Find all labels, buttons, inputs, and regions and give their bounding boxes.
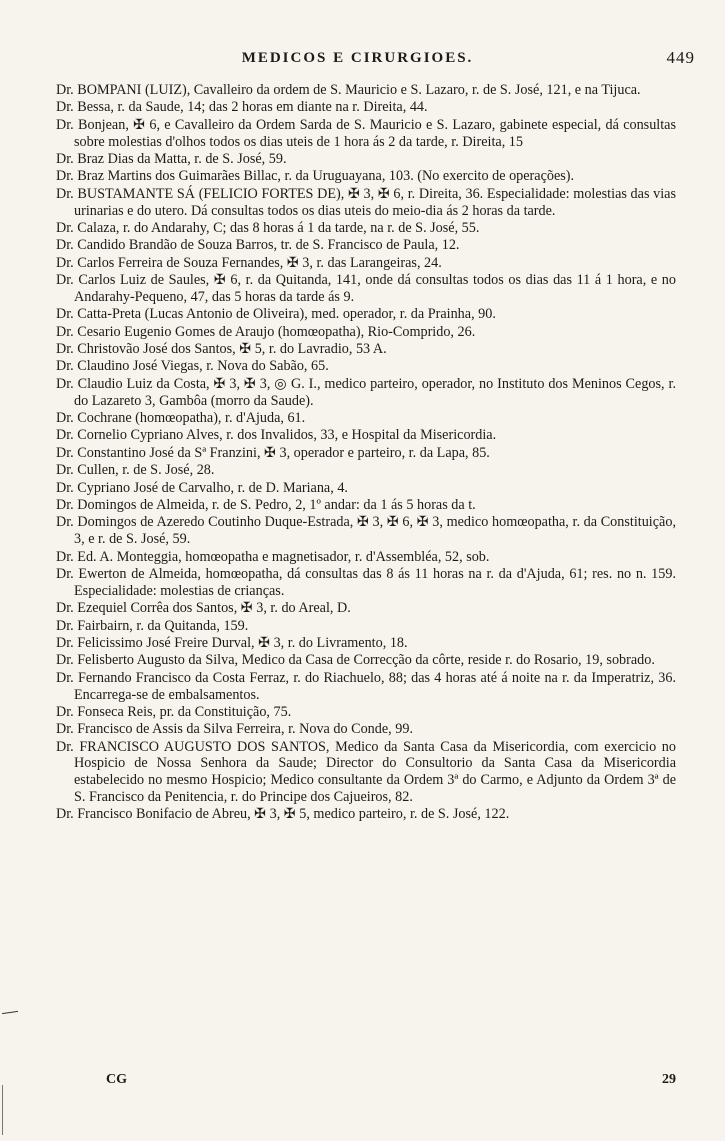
directory-entry: Dr. FRANCISCO AUGUSTO DOS SANTOS, Medico da Santa Casa da Misericordia, com exercicio no Hospicio de Nossa Senhora da Saude; Director do Consultorio da Santa Casa da Misericordia estabelecido no mesmo Hospicio; Medico consultante da Ordem 3ª do Carmo, e Adjunto da Ordem 3ª de S. Francisco da Penitencia, r. do Principe dos Cajueiros, 82.	[56, 738, 676, 806]
directory-entry: Dr. Bessa, r. da Saude, 14; das 2 horas em diante na r. Direita, 44.	[56, 99, 428, 116]
directory-entry: Dr. BUSTAMANTE SÁ (FELICIO FORTES DE), ✠ 3, ✠ 6, r. Direita, 36. Especialidade: molestias das vias urinarias e do utero. Dá consultas todos os dias uteis do meio-dia ás 2 horas da tarde.	[56, 185, 676, 219]
directory-entry: Dr. Carlos Luiz de Saules, ✠ 6, r. da Quitanda, 141, onde dá consultas todos os dias das 11 á 1 hora, e no Andarahy-Pequeno, 47, das 5 horas da tarde ás 9.	[56, 272, 676, 305]
directory-entry: Dr. Ezequiel Corrêa dos Santos, ✠ 3, r. do Areal, D.	[56, 600, 351, 617]
directory-entries	[56, 82, 676, 824]
directory-entry: Dr. Cullen, r. de S. José, 28.	[56, 462, 215, 479]
directory-entry: Dr. Domingos de Almeida, r. de S. Pedro, 2, 1º andar: da 1 ás 5 horas da t.	[56, 497, 476, 513]
directory-entry: Dr. Francisco Bonifacio de Abreu, ✠ 3, ✠ 5, medico parteiro, r. de S. José, 122.	[56, 806, 510, 823]
directory-entry: Dr. BOMPANI (LUIZ), Cavalleiro da ordem de S. Mauricio e S. Lazaro, r. de S. José, 121, e na Tijuca.	[56, 82, 641, 98]
directory-entry: Dr. Claudio Luiz da Costa, ✠ 3, ✠ 3, ◎ G. I., medico parteiro, operador, no Instituto dos Meninos Cegos, r. do Lazareto 3, Gambôa (morro da Saude).	[56, 375, 676, 409]
printer-signature: CG	[106, 1072, 127, 1087]
directory-entry: Dr. Catta-Preta (Lucas Antonio de Oliveira), med. operador, r. da Prainha, 90.	[56, 306, 496, 323]
directory-entry: Dr. Francisco de Assis da Silva Ferreira, r. Nova do Conde, 99.	[56, 721, 413, 738]
directory-entry: Dr. Cochrane (homœopatha), r. d'Ajuda, 61.	[56, 410, 306, 427]
directory-entry: Dr. Fonseca Reis, pr. da Constituição, 75.	[56, 703, 292, 720]
directory-entry: Dr. Domingos de Azeredo Coutinho Duque-Estrada, ✠ 3, ✠ 6, ✠ 3, medico homœopatha, r. da Constituição, 3, e r. de S. José, 59.	[56, 514, 676, 548]
directory-entry: Dr. Constantino José da Sª Franzini, ✠ 3, operador e parteiro, r. da Lapa, 85.	[56, 444, 490, 461]
directory-entry: Dr. Cypriano José de Carvalho, r. de D. Mariana, 4.	[56, 479, 348, 496]
binding-edge-mark	[2, 1085, 3, 1135]
directory-entry: Dr. Braz Martins dos Guimarães Billac, r. da Uruguayana, 103. (No exercito de operações).	[56, 168, 575, 185]
directory-entry: Dr. Bonjean, ✠ 6, e Cavalleiro da Ordem Sarda de S. Mauricio e S. Lazaro, gabinete especial, dá consultas sobre molestias d'olhos todos os dias uteis de 1 hora ás 2 da tarde, r. Direita, 15	[56, 116, 676, 150]
directory-entry: Dr. Calaza, r. do Andarahy, C; das 8 horas á 1 da tarde, na r. de S. José, 55.	[56, 219, 480, 236]
directory-entry: Dr. Felisberto Augusto da Silva, Medico da Casa de Correcção da côrte, reside r. do Rosario, 19, sobrado.	[56, 652, 655, 669]
directory-entry: Dr. Cornelio Cypriano Alves, r. dos Invalidos, 33, e Hospital da Misericordia.	[56, 427, 497, 444]
directory-entry: Dr. Claudino José Viegas, r. Nova do Sabão, 65.	[56, 358, 329, 375]
directory-entry: Dr. Ewerton de Almeida, homœopatha, dá consultas das 8 ás 11 horas na r. da d'Ajuda, 61; res. no n. 159. Especialidade: molestias de crianças.	[56, 565, 676, 599]
page-header	[80, 48, 695, 70]
directory-entry: Dr. Cesario Eugenio Gomes de Araujo (homœopatha), Rio-Comprido, 26.	[56, 323, 476, 340]
running-head: MEDICOS E CIRURGIOES.	[241, 50, 474, 66]
sheet-number: 29	[662, 1072, 676, 1087]
page-number: 449	[666, 48, 695, 67]
directory-entry: Dr. Carlos Ferreira de Souza Fernandes, ✠ 3, r. das Larangeiras, 24.	[56, 254, 442, 271]
directory-entry: Dr. Candido Brandão de Souza Barros, tr. de S. Francisco de Paula, 12.	[56, 237, 460, 254]
directory-entry: Dr. Christovão José dos Santos, ✠ 5, r. do Lavradio, 53 A.	[56, 341, 387, 358]
directory-entry: Dr. Felicissimo José Freire Durval, ✠ 3, r. do Livramento, 18.	[56, 634, 408, 651]
directory-entry: Dr. Braz Dias da Matta, r. de S. José, 59.	[56, 150, 287, 167]
margin-pen-mark	[2, 1011, 18, 1014]
directory-entry: Dr. Fairbairn, r. da Quitanda, 159.	[56, 617, 249, 634]
directory-entry: Dr. Ed. A. Monteggia, homœopatha e magnetisador, r. d'Assembléa, 52, sob.	[56, 548, 490, 565]
directory-entry: Dr. Fernando Francisco da Costa Ferraz, r. do Riachuelo, 88; das 4 horas até á noite na r. da Imperatriz, 36. Encarrega-se de embalsamentos.	[56, 669, 676, 703]
page-footer	[56, 1072, 676, 1092]
